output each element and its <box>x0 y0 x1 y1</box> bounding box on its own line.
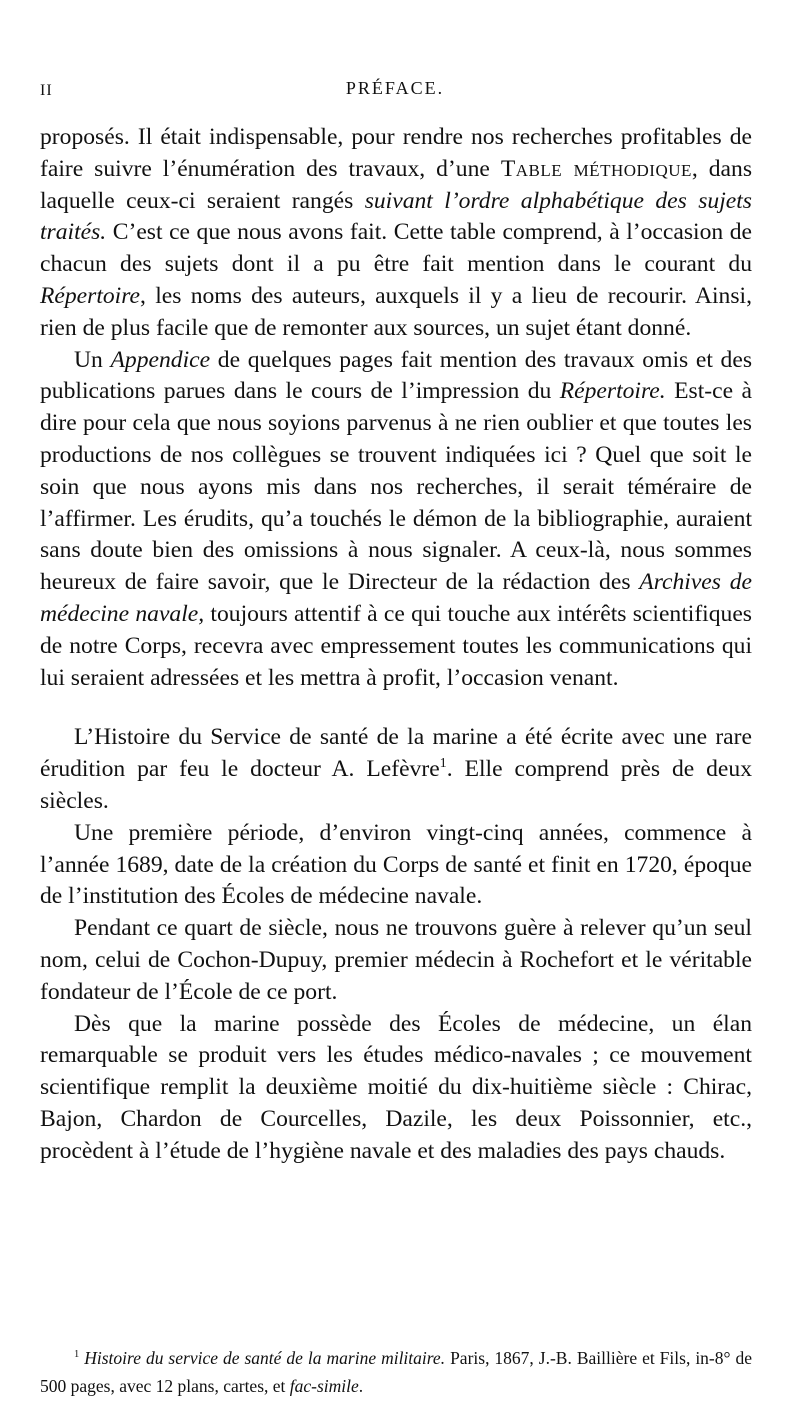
footnotes <box>40 1344 752 1400</box>
p1-text-g: , les noms des auteurs, auxquels il y a lieu de recourir. Ainsi, rien de plus facile que de remonter aux sources, un sujet étant donné. <box>40 282 752 341</box>
footnote-1 <box>40 1344 752 1400</box>
paragraph-5: Pendant ce quart de siècle, nous ne trouvons guère à relever qu’un seul nom, celui de Cochon-Dupuy, premier médecin à Rochefort et le véritable fondateur de l’École de ce port. <box>40 915 752 1005</box>
paragraph-2 <box>40 345 752 695</box>
footnote-mark: 1 <box>74 1349 80 1361</box>
paragraph-3 <box>40 722 752 817</box>
p2-italic-appendice: Appendice <box>110 346 211 373</box>
running-head: PRÉFACE. <box>345 78 445 98</box>
p1-text-e: C’est ce que nous avons fait. Cette table comprend, à l’occasion de chacun des sujets dont il a pu être fait mention dans le courant du <box>40 219 752 278</box>
p2-text-a: Un <box>74 346 111 373</box>
paragraph-6: Dès que la marine possède des Écoles de médecine, un élan remarquable se produit vers les études médico-navales ; ce mouvement scientifique remplit la deuxième moitié du dix-huitième siècle : Chirac, Bajon, Chardon de Courcelles, Dazile, les deux Poissonnier, etc., procèdent à l’étude de l’hygiène navale et des maladies des pays chauds. <box>40 1010 752 1164</box>
footnote-italic-end: fac-simile <box>289 1376 359 1396</box>
p2-text-e: Est-ce à dire pour cela que nous soyions parvenus à ne rien oublier et que toutes les productions de nos collègues se trouvent indiquées ici ? Quel que soit le soin que nous ayons mis dans nos recherches, il serait téméraire de l’affirmer. Les érudits, qu’a touchés le démon de la bibliographie, auraient sans doute bien des omissions à nous signaler. A ceux-là, nous sommes heureux de faire savoir, que le Directeur de la rédaction des <box>40 378 753 596</box>
paragraph-4: Une première période, d’environ vingt-cinq années, commence à l’année 1689, date de la création du Corps de santé et finit en 1720, époque de l’institution des Écoles de médecine navale. <box>40 819 752 910</box>
p3-text-b: . Elle comprend près de deux siècles. <box>40 756 752 814</box>
p1-text-a: proposés. Il était indispensable, pour rendre nos recherches profitables de faire suivre l’énumération des travaux, d’une <box>40 124 752 182</box>
footnote-end: . <box>358 1376 364 1396</box>
p2-italic-archives: Archives de médecine navale, <box>40 569 752 627</box>
body-text <box>40 122 752 1168</box>
footnote-text: Paris, 1867, J.-B. Baillière et Fils, in-8° de 500 pages, avec 12 plans, cartes, et <box>40 1348 753 1396</box>
p3-text-a: L’Histoire du Service de santé de la marine a été écrite avec une rare érudition par feu le docteur A. Lefèvre <box>40 724 752 783</box>
p1-text-c: , dans laquelle ceux-ci seraient rangés <box>40 155 752 214</box>
paragraph-1 <box>40 122 752 345</box>
p1-italic-repertoire: Répertoire <box>40 282 141 309</box>
p2-text-c: de quelques pages fait mention des travaux omis et des publications parues dans le cours de l’impression du <box>40 346 753 405</box>
p1-italic-phrase: suivant l’ordre alphabétique des sujets traités. <box>40 187 752 246</box>
p1-small-caps-title: Table méthodique <box>500 155 692 182</box>
p2-italic-repertoire: Répertoire. <box>559 378 666 405</box>
p2-text-g: toujours attentif à ce qui touche aux intérêts scientifiques de notre Corps, recevra avec empressement toutes les communications qui lui seraient adressées et les mettra à profit, l’occasion venant. <box>40 600 752 691</box>
footnote-title: Histoire du service de santé de la marine militaire. <box>84 1348 446 1368</box>
page-number: II <box>40 82 53 99</box>
footnote-reference: 1 <box>439 755 447 772</box>
page-header <box>40 78 750 108</box>
